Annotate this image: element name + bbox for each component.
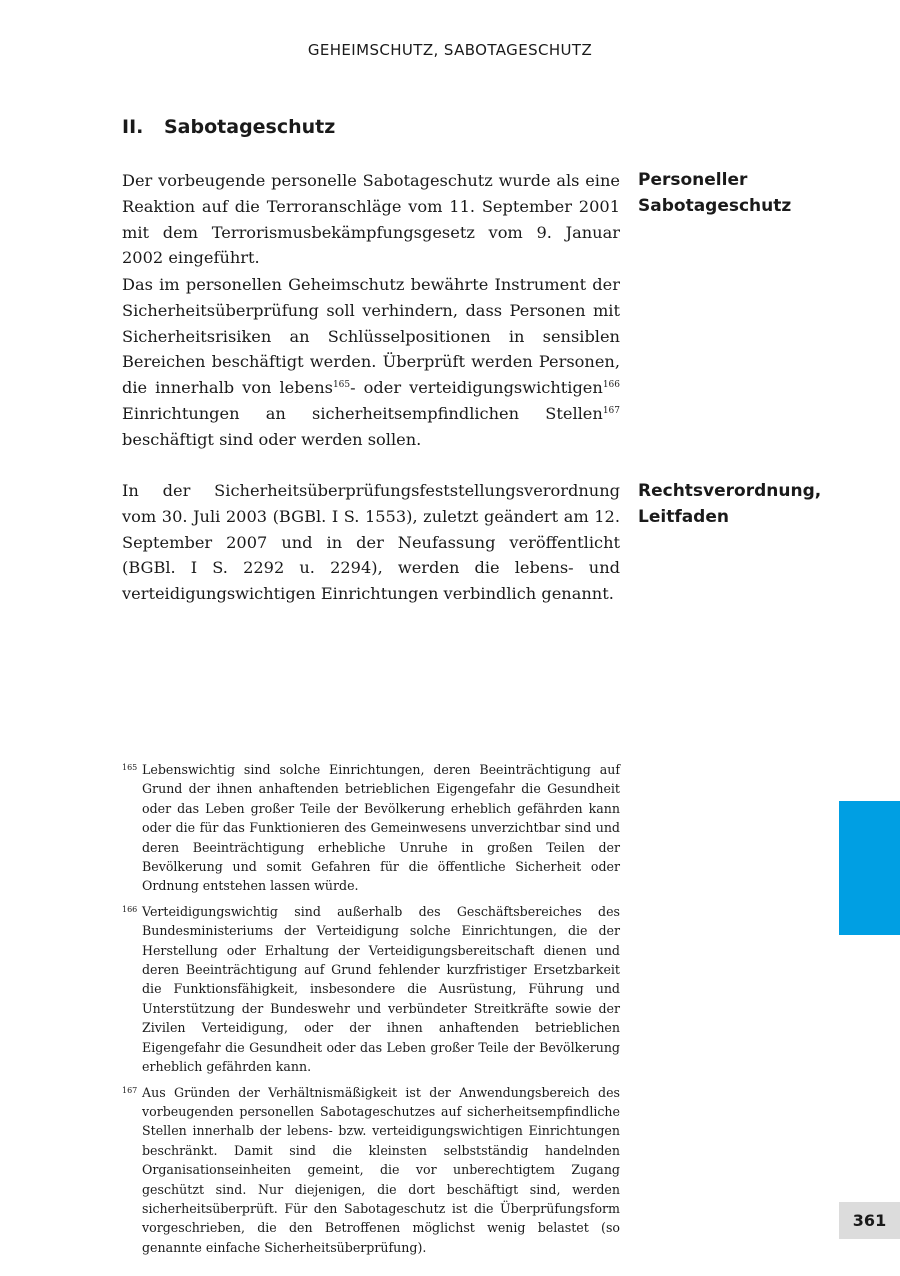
section-heading	[122, 116, 335, 138]
footnote-text: Aus Gründen der Verhältnismäßigkeit ist der Anwendungsbereich des vorbeugenden personellen Sabotageschutzes auf sicherheitsempfindliche Stellen innerhalb der lebens- bzw. verteidigungswichtigen Einrichtungen beschränkt. Damit sind die kleinsten selbstständig handelnden Organisationseinheiten gemeint, die vor unberechtigtem Zugang geschützt sind. Nur diejenigen, die dort beschäftigt sind, werden sicherheitsüberprüft. Für den Sabotageschutz ist die Überprüfungsform vorgeschrieben, die den Betroffenen möglichst wenig belastet (so genannte einfache Sicherheitsüberprüfung).	[142, 1084, 620, 1255]
margin-note-rechtsverordnung	[638, 478, 838, 530]
footnote-number: 167	[122, 1085, 138, 1095]
footnote-text: Lebenswichtig sind solche Einrichtungen, deren Beeinträchtigung auf Grund der ihnen anhaftenden betrieblichen Eigengefahr die Gesundheit oder das Leben großer Teile der Bevölkerung erheblich gefährden kann oder die für das Funktionieren des Gemeinwesens unverzichtbar sind und deren Beeinträchtigung erhebliche Unruhe in großen Teilen der Bevölkerung und somit Gefahren für die öffentliche Sicherheit oder Ordnung entstehen lassen würde.	[142, 762, 620, 894]
margin-note-line: Leitfaden	[638, 507, 729, 527]
footnotes	[122, 760, 620, 1263]
footnote-167	[122, 1083, 620, 1258]
margin-note-line: Sabotageschutz	[638, 196, 792, 216]
page-number-text: 361	[852, 1211, 887, 1230]
footnote-166	[122, 902, 620, 1077]
paragraph-3: In der Sicherheitsüberprüfungsfeststellungsverordnung vom 30. Juli 2003 (BGBl. I S. 1553), zuletzt geändert am 12. September 2007 und in der Neufassung veröffentlicht (BGBl. I S. 2292 u. 2294), werden die lebens- und verteidigungswichtigen Einrichtungen verbindlich genannt.	[122, 481, 620, 604]
paragraph-2-text-a: Das im personellen Geheimschutz bewährte Instrument der Sicherheitsüberprüfung soll verhindern, dass Personen mit Sicherheitsrisiken an Schlüsselpositionen in sensiblen Bereichen beschäftigt werden. Überprüft werden Personen, die innerhalb von lebens	[122, 275, 620, 398]
paragraph-1: Der vorbeugende personelle Sabotageschutz wurde als eine Reaktion auf die Terroranschläge vom 11. September 2001 mit dem Terrorismusbekämpfungsgesetz vom 9. Januar 2002 eingeführt.	[122, 171, 620, 268]
chapter-thumb-tab	[839, 801, 900, 935]
paragraph-2	[122, 272, 620, 453]
margin-note-line: Personeller	[638, 170, 748, 190]
footnote-number: 165	[122, 763, 138, 772]
footnote-ref-167[interactable]: 167	[602, 405, 620, 416]
footnote-165	[122, 760, 620, 896]
section-title: Sabotageschutz	[164, 116, 336, 138]
footnote-ref-166[interactable]: 166	[602, 380, 620, 391]
paragraph-2-text-d: beschäftigt sind oder werden sollen.	[122, 429, 422, 449]
page-number	[839, 1202, 900, 1239]
footnote-number: 166	[122, 904, 138, 914]
footnote-ref-165[interactable]: 165	[332, 380, 351, 391]
paragraph-2-text-c: Einrichtungen an sicherheitsempfindlichen Stellen	[122, 403, 603, 423]
footnote-text: Verteidigungswichtig sind außerhalb des Geschäftsbereiches des Bundesministeriums der Verteidigung solche Einrichtungen, die der Herstellung oder Erhaltung der Verteidigungsbereitschaft dienen und deren Beeinträchtigung auf Grund fehlender kurzfristiger Ersetzbarkeit die Funktionsfähigkeit, insbesondere die Ausrüstung, Führung und Unterstützung der Bundeswehr und verbündeter Streitkräfte sowie der Zivilen Verteidigung, oder der ihnen anhaftenden betrieblichen Eigengefahr die Gesundheit oder das Leben großer Teile der Bevölkerung erheblich gefährden kann.	[142, 903, 620, 1075]
running-head: GEHEIMSCHUTZ, SABOTAGESCHUTZ	[307, 41, 593, 59]
margin-note-line: Rechtsverordnung,	[638, 481, 822, 501]
section-number: II.	[122, 116, 144, 138]
paragraph-2-text-b: - oder verteidigungswichtigen	[350, 378, 603, 398]
margin-note-personeller-sabotageschutz	[638, 167, 838, 219]
